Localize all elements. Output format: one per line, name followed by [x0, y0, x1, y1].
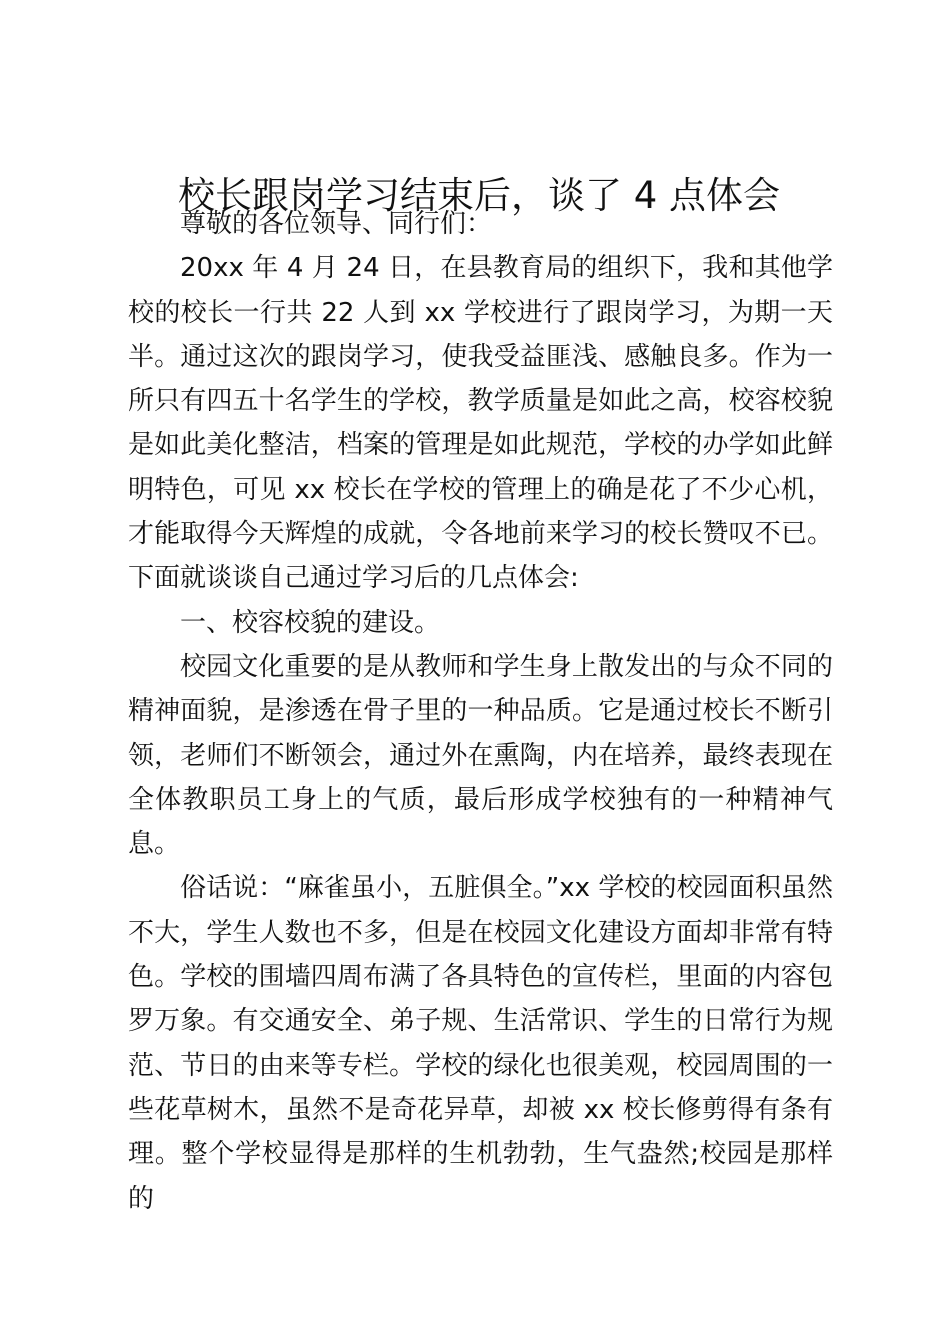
- section-heading: 一、校容校貌的建设。: [180, 607, 441, 638]
- document-title: 校长跟岗学习结束后，谈了 4 点体会: [177, 174, 781, 217]
- paragraph-greeting: 尊敬的各位领导、同行们：: [180, 209, 493, 239]
- paragraph-campus-details: 俗话说：“麻雀虽小，五脏俱全。”xx 学校的校园面积虽然不大，学生人数也不多，但是在校园文化建设方面却非常有特色。学校的围墙四周布满了各具特色的宣传栏，里面的内容包罗万象。有交通安全、弟子规、生活常识、学生的日常行为规范、节日的由来等专栏。学校的绿化也很美观，校园周围的一些花草树木，虽然不是奇花异草，却被 xx 校长修剪得有条有理。整个学校显得是那样的生机勃勃，生气盎然;校园是那样的: [128, 873, 833, 1214]
- paragraph-intro: 20xx 年 4 月 24 日，在县教育局的组织下，我和其他学校的校长一行共 22 人到 xx 学校进行了跟岗学习，为期一天半。通过这次的跟岗学习，使我受益匪浅、感触良多。作为一所只有四五十名学生的学校，教学质量是如此之高，校容校貌是如此美化整洁，档案的管理是如此规范，学校的办学如此鲜明特色，可见 xx 校长在学校的管理上的确是花了不少心机，才能取得今天辉煌的成就，令各地前来学习的校长赞叹不已。下面就谈谈自己通过学习后的几点体会:: [128, 253, 833, 594]
- paragraph-campus-culture: 校园文化重要的是从教师和学生身上散发出的与众不同的精神面貌，是渗透在骨子里的一种品质。它是通过校长不断引领，老师们不断领会，通过外在熏陶，内在培养，最终表现在全体教职员工身上的气质，最后形成学校独有的一种精神气息。: [128, 651, 833, 860]
- document-body: [128, 202, 833, 1221]
